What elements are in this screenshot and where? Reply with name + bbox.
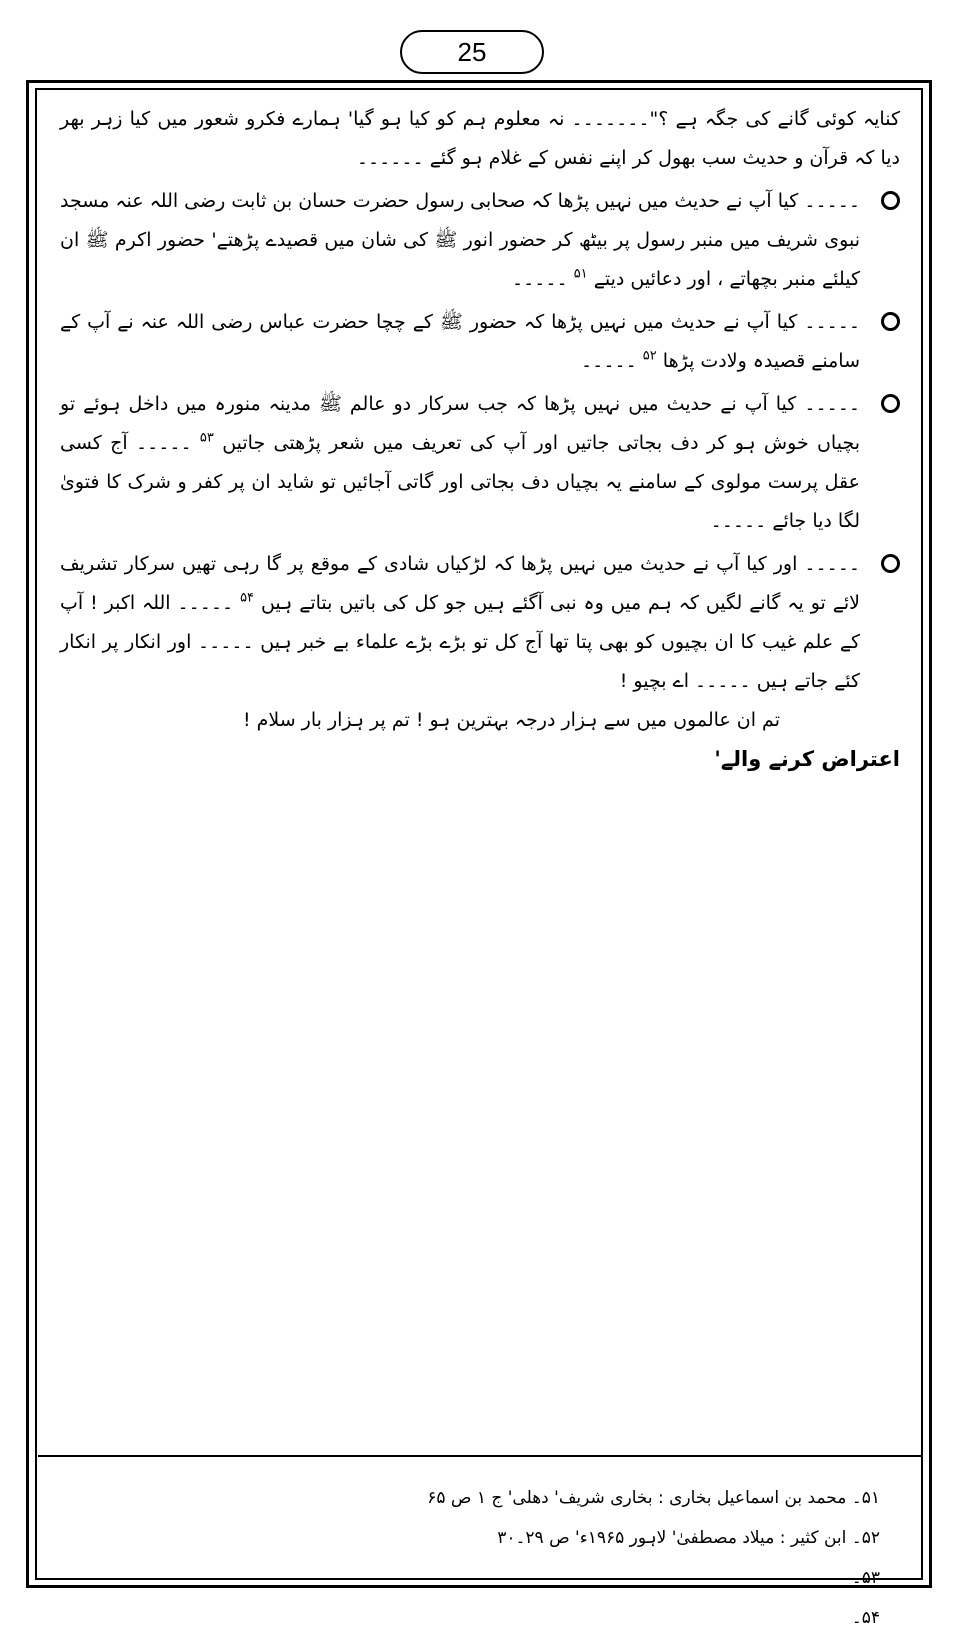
paragraph-text: ۔۔۔۔۔ اور کیا آپ نے حدیث میں نہیں پڑھا کہ لڑکیاں شادی کے موقع پر گا رہی تھیں سرکار تشریف لائے تو یہ گانے لگیں کہ ہم میں وہ نبی آگئے ہیں جو کل کی باتیں بتاتے ہیں <box>60 553 860 614</box>
bullet-paragraph-4 <box>60 545 900 701</box>
circle-bullet-icon <box>881 312 900 331</box>
circle-bullet-icon <box>881 191 900 210</box>
bullet-paragraph-3 <box>60 385 900 541</box>
paragraph-text: ۔۔۔۔۔ کیا آپ نے حدیث میں نہیں پڑھا کہ صحابی رسول حضرت حسان بن ثابت رضی اللہ عنہ مسجد نبوی شریف میں منبر رسول پر بیٹھ کر حضور انور ﷺ کی شان میں قصیدے پڑھتے' حضور اکرم ﷺ ان کیلئے منبر بچھاتے ، اور دعائیں دیتے <box>60 190 860 290</box>
circle-bullet-icon <box>881 394 900 413</box>
footnote-divider <box>38 1455 922 1457</box>
bullet-paragraph-2 <box>60 303 900 381</box>
footnote-53: ۵۳۔ <box>851 1568 880 1588</box>
paragraph-text: ۔۔۔۔۔ کیا آپ نے حدیث میں نہیں پڑھا کہ حضور ﷺ کے چچا حضرت عباس رضی اللہ عنہ نے آپ کے سامنے قصیدہ ولادت پڑھا <box>60 311 860 372</box>
paragraph-text: ۔۔۔۔۔ کیا آپ نے حدیث میں نہیں پڑھا کہ جب سرکار دو عالم ﷺ مدینہ منورہ میں داخل ہوئے تو بچیاں خوش ہو کر دف بجاتی جاتیں اور آپ کی تعریف میں شعر پڑھتی جاتیں <box>60 393 860 454</box>
footnote-ref: ۵۲ <box>642 348 657 364</box>
circle-bullet-icon <box>881 554 900 573</box>
footnote-54: ۵۴۔ <box>851 1608 880 1628</box>
footnote-ref: ۵۳ <box>199 430 214 446</box>
intro-line-2: بھر دیا کہ قرآن و حدیث سب بھول کر اپنے نفس کے غلام ہو گئے ۔۔۔۔۔۔ <box>60 108 900 169</box>
footnote-52: ۵۲۔ ابن کثیر : میلاد مصطفیٰ' لاہور ۱۹۶۵ء' ص ۲۹۔۳۰ <box>497 1528 880 1548</box>
closing-line: تم ان عالموں میں سے ہزار درجہ بہترین ہو ! تم پر ہزار بار سلام ! <box>242 709 780 731</box>
paragraph-tail: ۔۔۔۔۔ <box>581 350 637 372</box>
page-body <box>60 100 900 779</box>
footnotes <box>60 1478 890 1638</box>
bullet-paragraph-1 <box>60 182 900 299</box>
section-heading: اعتراض کرنے والے' <box>714 747 900 771</box>
intro-paragraph <box>60 100 900 178</box>
footnote-ref: ۵۴ <box>240 590 255 606</box>
footnote-51: ۵۱۔ محمد بن اسماعیل بخاری : بخاری شریف' دھلی' ج ۱ ص ۶۵ <box>427 1488 880 1508</box>
paragraph-tail: ۔۔۔۔۔ آج کسی عقل پرست مولوی کے سامنے یہ بچیاں دف بجاتی اور گاتی آجائیں تو شاید ان پر کفر و شرک کا فتویٰ لگا دیا جائے ۔۔۔۔۔ <box>60 432 860 532</box>
page-number: 25 <box>400 30 544 74</box>
paragraph-tail: ۔۔۔۔۔ <box>511 268 568 290</box>
intro-line-1: کنایہ کوئی گانے کی جگہ ہے ؟"۔۔۔۔۔۔۔ نہ معلوم ہم کو کیا ہو گیا' ہمارے فکرو شعور میں کیا زہر <box>91 108 900 130</box>
footnote-ref: ۵۱ <box>573 266 588 282</box>
paragraph-tail: ۔۔۔۔۔ اللہ اکبر ! آپ کے علم غیب کا ان بچیوں کو بھی پتا تھا آج کل تو بڑے بڑے علماء بے خبر ہیں ۔۔۔۔۔ اور انکار پر انکار کئے جاتے ہیں ۔۔۔۔۔ اے بچیو ! <box>60 592 860 692</box>
